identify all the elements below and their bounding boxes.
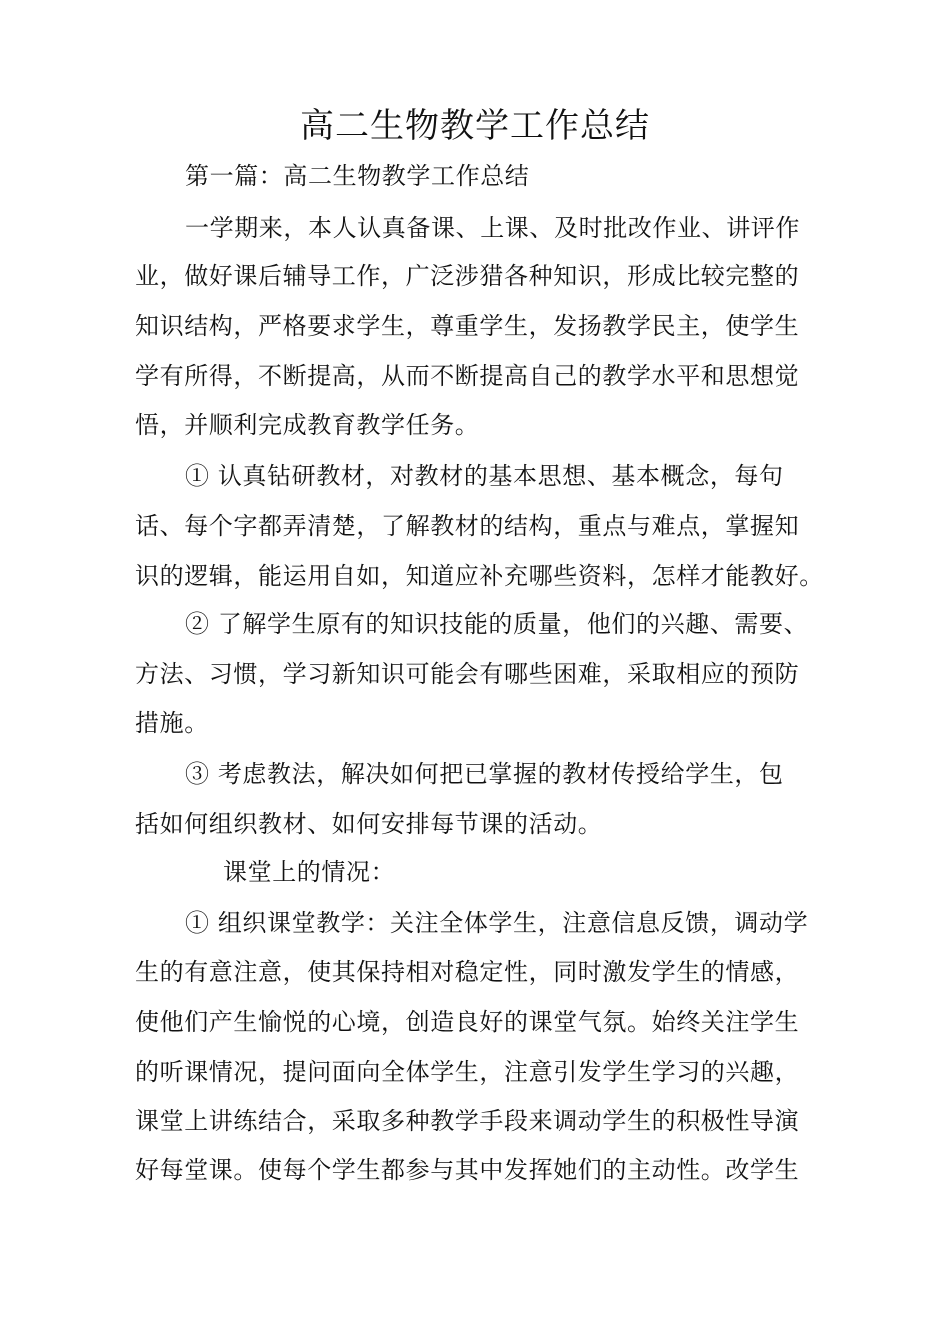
- paragraph-line: 的听课情况，提问面向全体学生，注意引发学生学习的兴趣，: [135, 1058, 800, 1086]
- paragraph-line: 括如何组织教材、如何安排每节课的活动。: [135, 810, 603, 838]
- paragraph-line: 知识结构，严格要求学生，尊重学生，发扬教学民主，使学生: [135, 312, 800, 340]
- section-heading: 第一篇：高二生物教学工作总结: [185, 162, 530, 190]
- paragraph-line: 学有所得，不断提高，从而不断提高自己的教学水平和思想觉: [135, 362, 800, 390]
- paragraph-line: 使他们产生愉悦的心境，创造良好的课堂气氛。始终关注学生: [135, 1008, 800, 1036]
- paragraph-line: 措施。: [135, 709, 209, 737]
- paragraph-line: 课堂上讲练结合，采取多种教学手段来调动学生的积极性导演: [135, 1107, 800, 1135]
- paragraph-line: 好每堂课。使每个学生都参与其中发挥她们的主动性。改学生: [135, 1156, 800, 1184]
- paragraph-line: 识的逻辑，能运用自如，知道应补充哪些资料，怎样才能教好。: [135, 562, 824, 590]
- paragraph-line: 悟，并顺利完成教育教学任务。: [135, 411, 480, 439]
- subheading: 课堂上的情况：: [223, 858, 396, 886]
- paragraph-line: ① 组织课堂教学：关注全体学生，注意信息反馈，调动学: [185, 909, 809, 937]
- paragraph-line: 方法、习惯，学习新知识可能会有哪些困难，采取相应的预防: [135, 660, 800, 688]
- document-title: 高二生物教学工作总结: [300, 106, 650, 146]
- paragraph-line: 生的有意注意，使其保持相对稳定性，同时激发学生的情感，: [135, 958, 800, 986]
- paragraph-line: ② 了解学生原有的知识技能的质量，他们的兴趣、需要、: [185, 610, 809, 638]
- paragraph-line: 话、每个字都弄清楚，了解教材的结构，重点与难点，掌握知: [135, 512, 800, 540]
- paragraph-line: 一学期来，本人认真备课、上课、及时批改作业、讲评作: [185, 214, 800, 242]
- paragraph-line: ③ 考虑教法，解决如何把已掌握的教材传授给学生，包: [185, 760, 784, 788]
- paragraph-line: ① 认真钻研教材，对教材的基本思想、基本概念，每句: [185, 462, 784, 490]
- paragraph-line: 业，做好课后辅导工作，广泛涉猎各种知识，形成比较完整的: [135, 262, 800, 290]
